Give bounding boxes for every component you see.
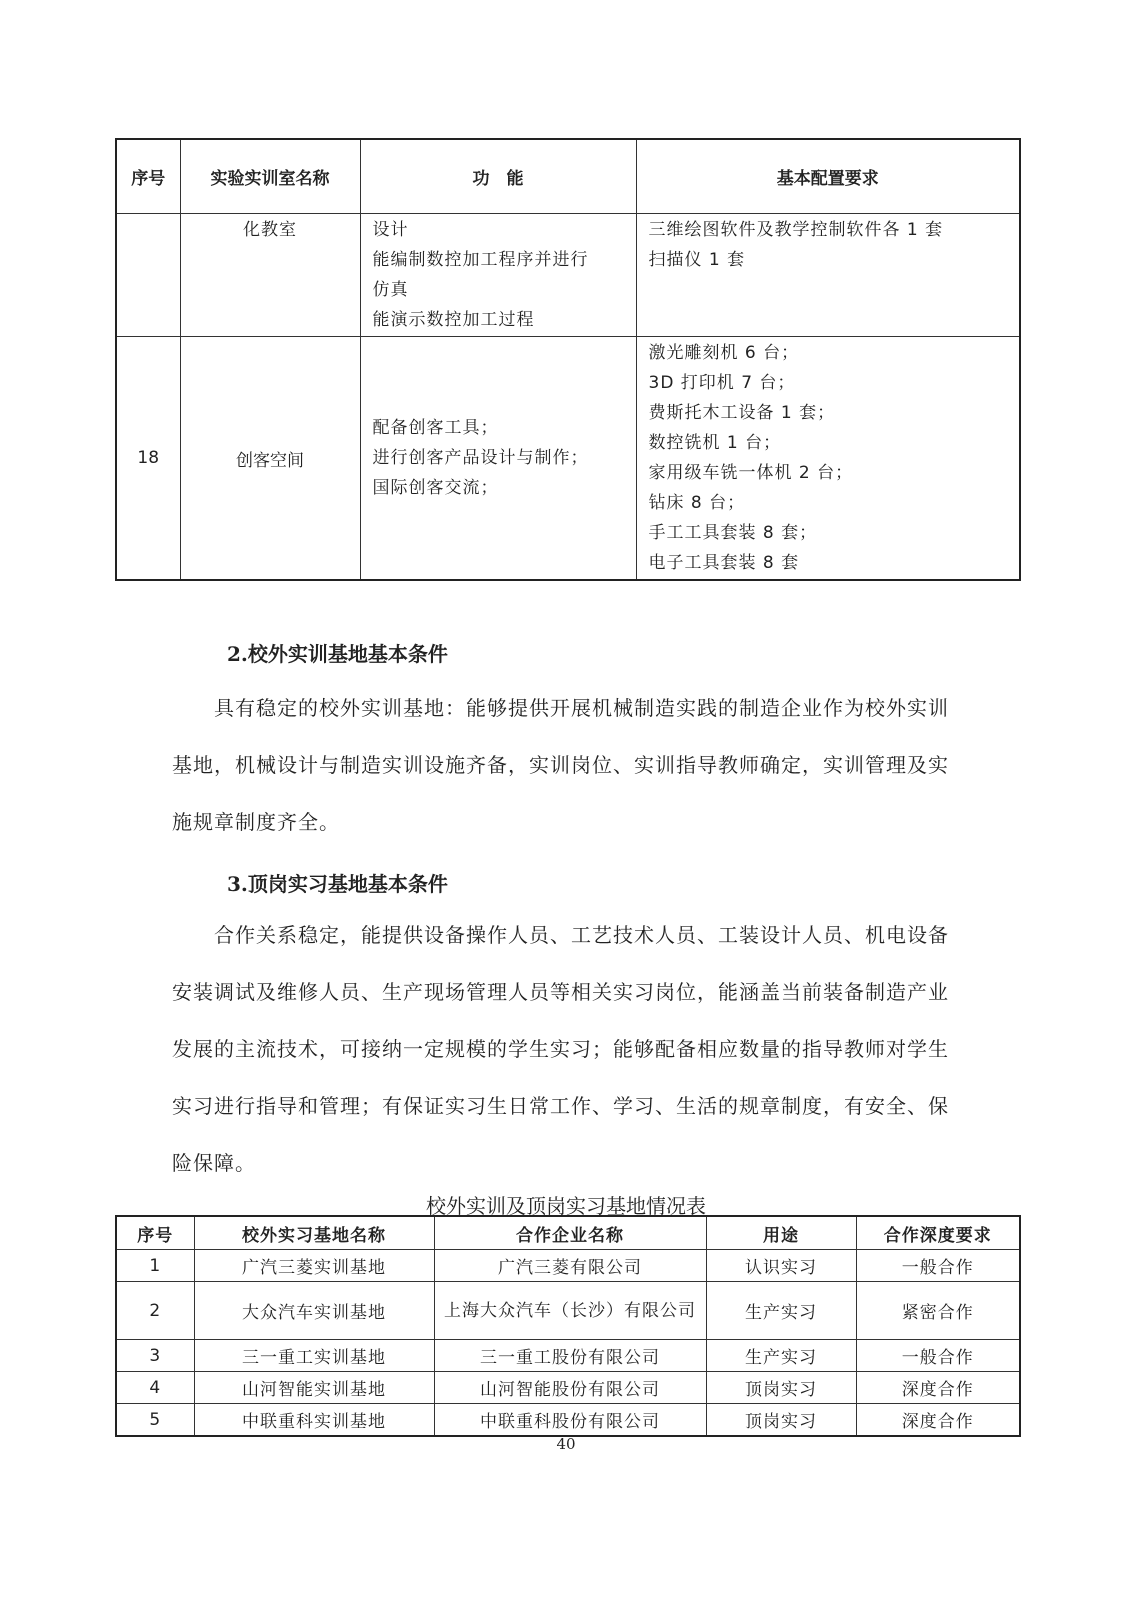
config-line: 电子工具套装 8 套 (648, 553, 800, 573)
function-line: 国际创客交流； (372, 478, 499, 498)
config-line: 家用级车铣一体机 2 台； (648, 463, 854, 483)
cell: 广汽三菱实训基地 (194, 1250, 434, 1282)
cell: 深度合作 (856, 1372, 1020, 1404)
header-cell: 合作深度要求 (856, 1216, 1020, 1250)
cell: 上海大众汽车（长沙）有限公司 (434, 1282, 706, 1340)
config-line: 3D 打印机 7 台； (648, 373, 796, 393)
table-row (116, 1404, 1020, 1437)
table-row (116, 214, 1020, 337)
lab-name: 化教室 (180, 214, 360, 337)
config-line: 三维绘图软件及教学控制软件各 1 套 (648, 220, 944, 240)
cell: 3 (116, 1340, 194, 1372)
cell: 山河智能实训基地 (194, 1372, 434, 1404)
page-number: 40 (556, 1435, 576, 1453)
cell: 中联重科股份有限公司 (434, 1404, 706, 1437)
table-row (116, 1250, 1020, 1282)
lab-functions (360, 337, 636, 581)
base-table-header-row (116, 1216, 1020, 1250)
cell: 1 (116, 1250, 194, 1282)
cell: 一般合作 (856, 1250, 1020, 1282)
cell: 生产实习 (706, 1282, 856, 1340)
lab-name: 创客空间 (180, 337, 360, 581)
header-cell: 实验实训室名称 (180, 139, 360, 214)
cell: 2 (116, 1282, 194, 1340)
cell: 生产实习 (706, 1340, 856, 1372)
config-line: 手工工具套装 8 套； (648, 523, 818, 543)
header-cell: 校外实习基地名称 (194, 1216, 434, 1250)
cell: 4 (116, 1372, 194, 1404)
function-line: 能编制数控加工程序并进行 (372, 250, 589, 270)
lab-table-header-row (116, 139, 1020, 214)
table-caption: 校外实训及顶岗实习基地情况表 (426, 1194, 706, 1218)
lab-functions (360, 214, 636, 337)
header-cell: 用途 (706, 1216, 856, 1250)
cell: 一般合作 (856, 1340, 1020, 1372)
config-line: 数控铣机 1 台； (648, 433, 782, 453)
section-heading: 2.校外实训基地基本条件 (227, 642, 448, 666)
table-row (116, 1282, 1020, 1340)
function-line: 配备创客工具； (372, 418, 499, 438)
table-row (116, 337, 1020, 581)
function-line: 仿真 (372, 280, 409, 300)
cell: 中联重科实训基地 (194, 1404, 434, 1437)
section-paragraph: 具有稳定的校外实训基地：能够提供开展机械制造实践的制造企业作为校外实训基地，机械设计与制造实训设施齐备，实训岗位、实训指导教师确定，实训管理及实施规章制度齐全。 (172, 696, 949, 834)
table-row (116, 1340, 1020, 1372)
config-line: 扫描仪 1 套 (648, 250, 746, 270)
config-line: 费斯托木工设备 1 套； (648, 403, 836, 423)
table-row (116, 1372, 1020, 1404)
lab-equipment-table (115, 138, 1021, 581)
cell: 5 (116, 1404, 194, 1437)
header-cell: 序号 (116, 139, 180, 214)
header-cell: 序号 (116, 1216, 194, 1250)
header-cell: 基本配置要求 (636, 139, 1020, 214)
config-line: 激光雕刻机 6 台； (648, 343, 800, 363)
config-line: 钻床 8 台； (648, 493, 746, 513)
row-number (116, 214, 180, 337)
cell: 顶岗实习 (706, 1372, 856, 1404)
function-line: 设计 (372, 220, 409, 240)
function-line: 能演示数控加工过程 (372, 310, 535, 330)
section-heading: 3.顶岗实习基地基本条件 (227, 872, 448, 896)
header-cell: 功 能 (360, 139, 636, 214)
cell: 三一重工实训基地 (194, 1340, 434, 1372)
cell: 顶岗实习 (706, 1404, 856, 1437)
section-paragraph: 合作关系稳定，能提供设备操作人员、工艺技术人员、工装设计人员、机电设备安装调试及维修人员、生产现场管理人员等相关实习岗位，能涵盖当前装备制造产业发展的主流技术，可接纳一定规模的学生实习；能够配备相应数量的指导教师对学生实习进行指导和管理；有保证实习生日常工作、学习、生活的规章制度，有安全、保险保障。 (172, 923, 949, 1175)
cell: 认识实习 (706, 1250, 856, 1282)
lab-config (636, 337, 1020, 581)
cell: 三一重工股份有限公司 (434, 1340, 706, 1372)
row-number: 18 (116, 337, 180, 581)
lab-config (636, 214, 1020, 337)
function-line: 进行创客产品设计与制作； (372, 448, 589, 468)
header-cell: 合作企业名称 (434, 1216, 706, 1250)
training-base-table (115, 1215, 1021, 1437)
cell: 大众汽车实训基地 (194, 1282, 434, 1340)
cell: 深度合作 (856, 1404, 1020, 1437)
cell: 山河智能股份有限公司 (434, 1372, 706, 1404)
cell: 广汽三菱有限公司 (434, 1250, 706, 1282)
cell: 紧密合作 (856, 1282, 1020, 1340)
